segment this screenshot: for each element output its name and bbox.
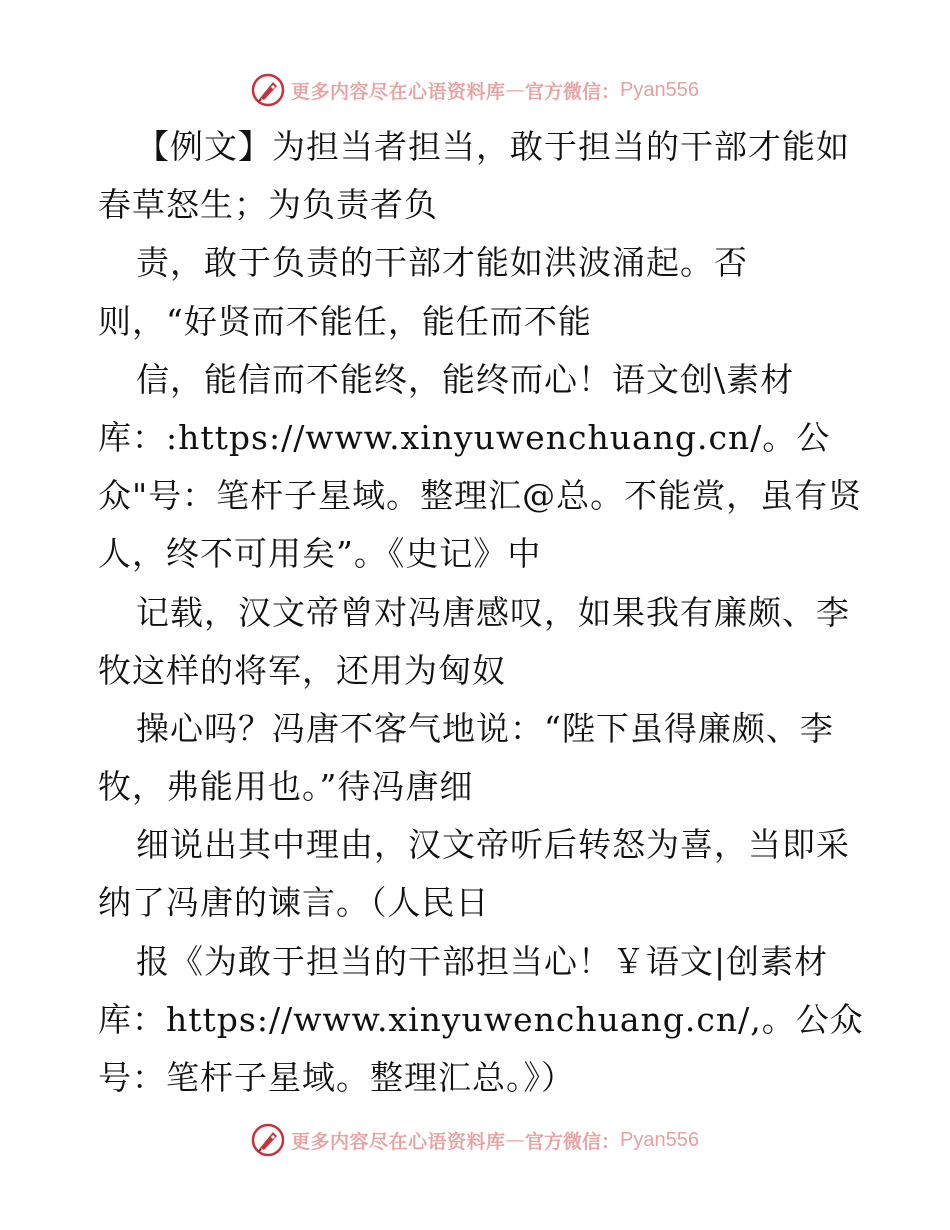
header-watermark-banner bbox=[0, 70, 950, 110]
body-line: 责，敢于负责的干部才能如洪波涌起。否 bbox=[136, 243, 748, 283]
footer-banner-dash: — bbox=[505, 1129, 526, 1151]
body-line: 牧，弗能用也。”待冯唐细 bbox=[98, 767, 474, 807]
body-line: 记载，汉文帝曾对冯唐感叹，如果我有廉颇、李 bbox=[136, 592, 850, 632]
header-banner-dash: — bbox=[505, 79, 526, 101]
body-line: 库：:https://www.xinyuwenchuang.cn/。公 bbox=[98, 417, 831, 457]
header-official-label: 官方微信： bbox=[525, 80, 621, 103]
body-line: 信，能信而不能终，能终而心！语文创\素材 bbox=[136, 359, 795, 399]
body-line: 细说出其中理由，汉文帝听后转怒为喜，当即采 bbox=[136, 825, 850, 865]
pen-nib-logo-icon bbox=[251, 73, 285, 107]
body-line: 号：笔杆子星域。整理汇总。》） bbox=[98, 1058, 575, 1097]
pen-nib-logo-icon bbox=[251, 1123, 285, 1157]
footer-banner-text: 更多内容尽在心语资料库 bbox=[291, 1130, 506, 1153]
body-line: 牧这样的将军，还用为匈奴 bbox=[98, 650, 506, 690]
body-line: 纳了冯唐的谏言。（人民日 bbox=[98, 883, 490, 923]
footer-wechat-id: Pyan556 bbox=[620, 1128, 699, 1151]
body-line: 报《为敢于担当的干部担当心！￥语文|创素材 bbox=[136, 941, 829, 981]
header-banner-text: 更多内容尽在心语资料库 bbox=[291, 80, 506, 103]
body-line: 库：https://www.xinyuwenchuang.cn/,。公众 bbox=[98, 999, 864, 1039]
body-line: 操心吗？冯唐不客气地说：“陛下虽得廉颇、李 bbox=[136, 708, 834, 748]
body-line: 春草怒生；为负责者负 bbox=[98, 185, 438, 225]
document-body bbox=[98, 118, 898, 1107]
footer-watermark-banner bbox=[0, 1120, 950, 1160]
body-line: 人，终不可用矣”。《史记》中 bbox=[98, 534, 542, 574]
body-line: 则，“好贤而不能任，能任而不能 bbox=[98, 301, 592, 341]
footer-official-label: 官方微信： bbox=[525, 1130, 621, 1153]
body-line: 众"号：笔杆子星域。整理汇@总。不能赏，虽有贤 bbox=[98, 476, 863, 516]
body-line: 【例文】为担当者担当，敢于担当的干部才能如 bbox=[136, 127, 850, 166]
header-wechat-id: Pyan556 bbox=[620, 78, 699, 101]
